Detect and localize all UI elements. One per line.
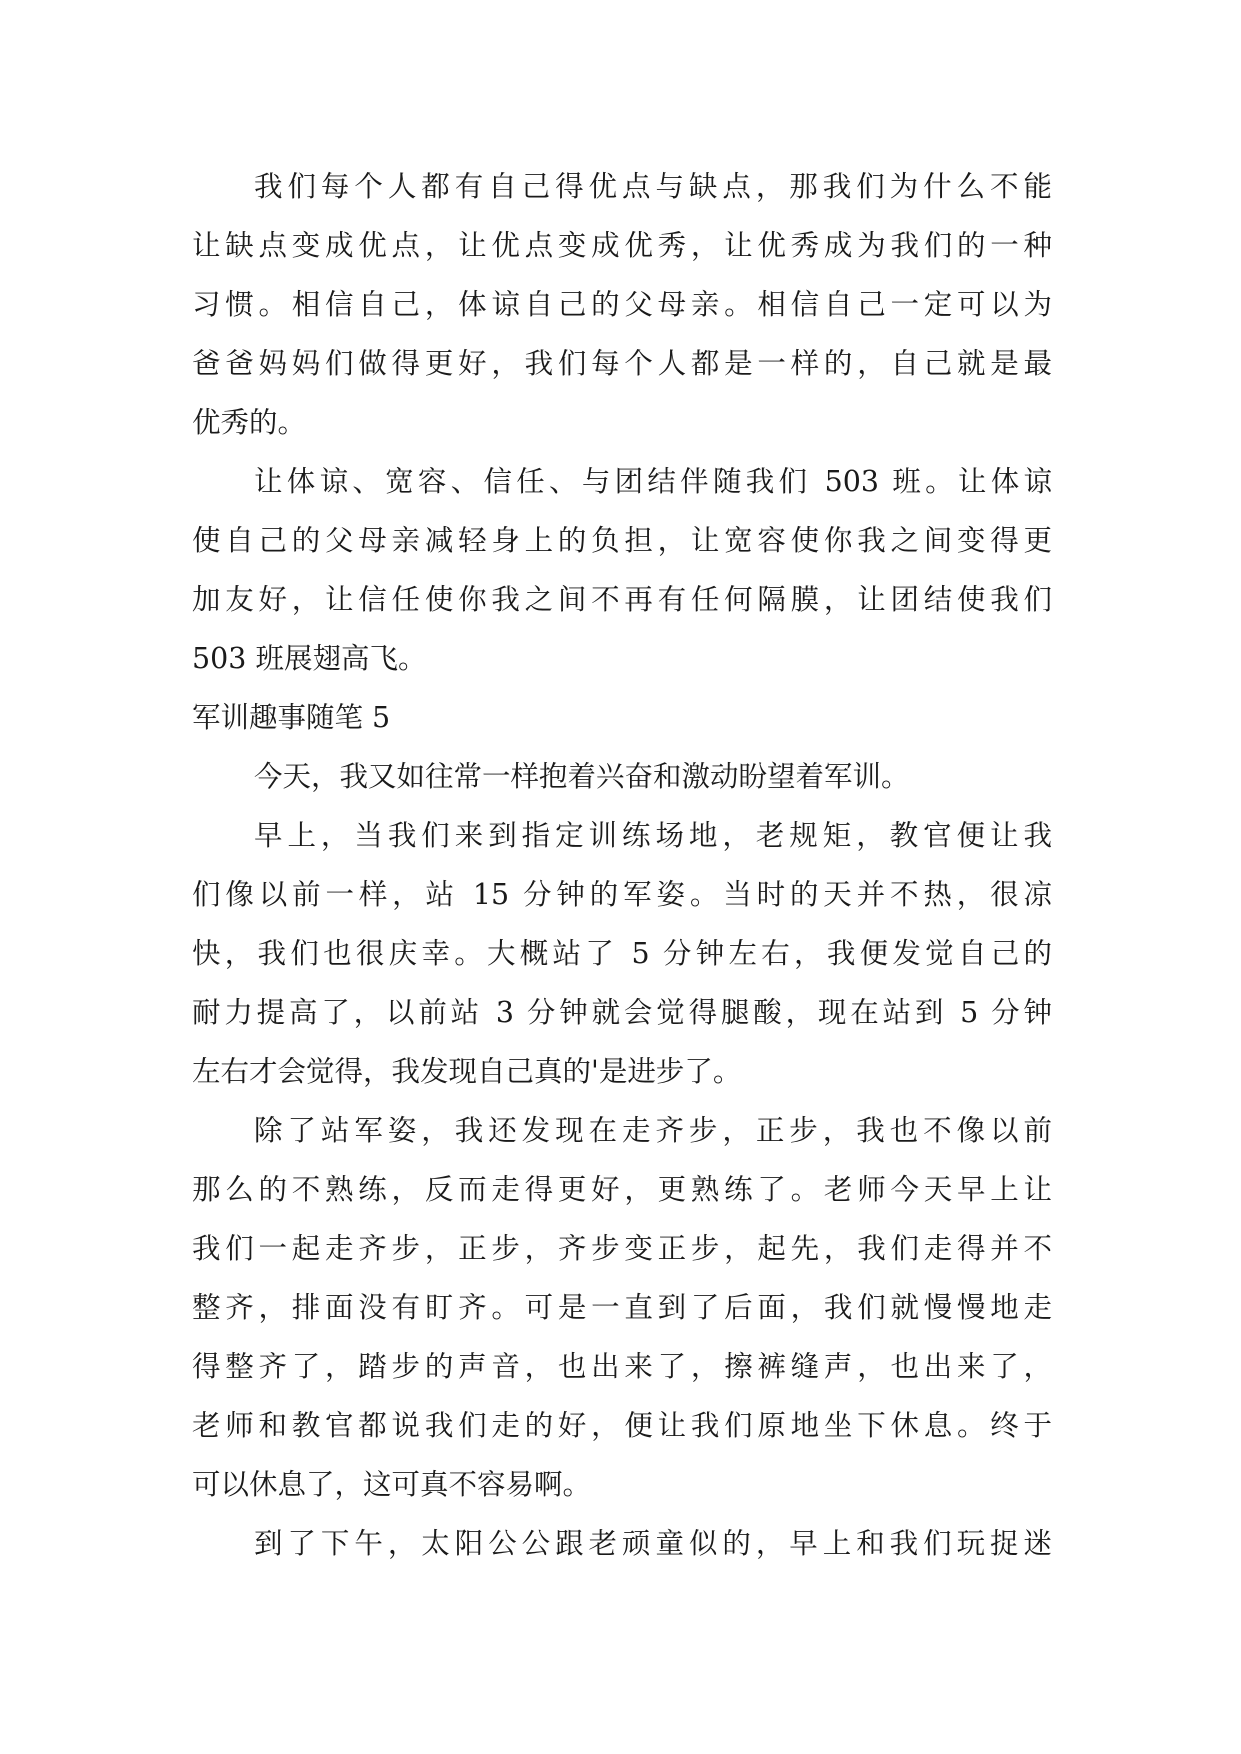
text-line: 加友好，让信任使你我之间不再有任何隔膜，让团结使我们 <box>192 583 1052 616</box>
text-line: 整齐，排面没有盯齐。可是一直到了后面，我们就慢慢地走 <box>192 1291 1052 1324</box>
text-line: 到了下午，太阳公公跟老顽童似的，早上和我们玩捉迷 <box>254 1527 1052 1560</box>
text-line: 耐力提高了，以前站 3 分钟就会觉得腿酸，现在站到 5 分钟 <box>192 996 1052 1029</box>
text-line: 优秀的。 <box>192 406 307 439</box>
text-line: 我们一起走齐步，正步，齐步变正步，起先，我们走得并不 <box>192 1232 1052 1265</box>
paragraph-5 <box>192 1101 1052 1514</box>
paragraph-4 <box>192 806 1052 1101</box>
paragraph-2 <box>192 452 1052 688</box>
paragraph-1 <box>192 157 1052 452</box>
text-line: 早上，当我们来到指定训练场地，老规矩，教官便让我 <box>254 819 1052 852</box>
paragraph-6 <box>192 1514 1052 1573</box>
text-line: 习惯。相信自己，体谅自己的父母亲。相信自己一定可以为 <box>192 288 1052 321</box>
text-line: 让缺点变成优点，让优点变成优秀，让优秀成为我们的一种 <box>192 229 1052 262</box>
text-line: 让体谅、宽容、信任、与团结伴随我们 503 班。让体谅 <box>254 465 1052 498</box>
text-line: 那么的不熟练，反而走得更好，更熟练了。老师今天早上让 <box>192 1173 1052 1206</box>
text-line: 我们每个人都有自己得优点与缺点，那我们为什么不能 <box>254 170 1052 203</box>
text-line: 今天，我又如往常一样抱着兴奋和激动盼望着军训。 <box>254 760 910 793</box>
text-line: 老师和教官都说我们走的好，便让我们原地坐下休息。终于 <box>192 1409 1052 1442</box>
text-line: 爸爸妈妈们做得更好，我们每个人都是一样的，自己就是最 <box>192 347 1052 380</box>
document-page <box>192 157 1052 1573</box>
text-line: 左右才会觉得，我发现自己真的'是进步了。 <box>192 1055 742 1088</box>
text-line: 使自己的父母亲减轻身上的负担，让宽容使你我之间变得更 <box>192 524 1052 557</box>
text-line: 503 班展翅高飞。 <box>192 642 427 675</box>
text-line: 可以休息了，这可真不容易啊。 <box>192 1468 592 1501</box>
text-line: 们像以前一样，站 15 分钟的军姿。当时的天并不热，很凉 <box>192 878 1052 911</box>
text-line: 快，我们也很庆幸。大概站了 5 分钟左右，我便发觉自己的 <box>192 937 1052 970</box>
section-heading: 军训趣事随笔 5 <box>192 701 391 734</box>
text-line: 除了站军姿，我还发现在走齐步，正步，我也不像以前 <box>254 1114 1052 1147</box>
paragraph-3 <box>192 747 1052 806</box>
text-line: 得整齐了，踏步的声音，也出来了，擦裤缝声，也出来了， <box>192 1350 1052 1383</box>
